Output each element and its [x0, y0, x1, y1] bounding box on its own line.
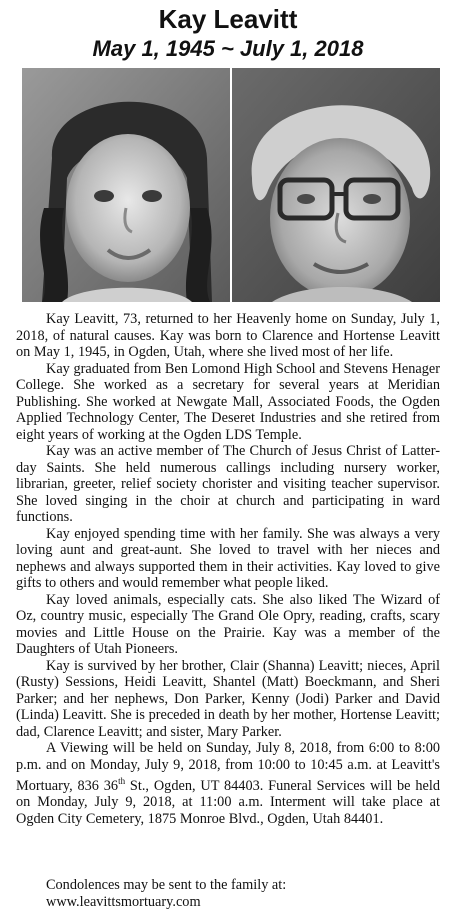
- obituary-dates: May 1, 1945 ~ July 1, 2018: [92, 36, 364, 61]
- paragraph-survivors: Kay is survived by her brother, Clair (Shanna) Leavitt; nieces, April (Rusty) Sessions, Heidi Leavitt, Shantel (Matt) Boeckmann, and Sheri Parker; and her nephews, Don Parker, Kenny (Jodi) Parker and David (Linda) Leavitt. She is preceded in death by her mother, Hortense Leavitt; dad, Clarence Leavitt; and sister, Mary Parker.: [16, 657, 440, 740]
- condolences-block: [46, 877, 446, 910]
- mortuary-website-link[interactable]: www.leavittsmortuary.com: [46, 893, 201, 910]
- paragraph-church: Kay was an active member of The Church of Jesus Christ of Latter-day Saints. She held numerous callings including nursery worker, librarian, greeter, relief society chorister and visiting teacher supervisor. She loved singing in the choir at church and participating in ward functions.: [16, 443, 440, 525]
- childhood-photo: [22, 68, 230, 302]
- paragraph-services: [16, 740, 440, 827]
- paragraph-family: Kay enjoyed spending time with her family. She was always a very loving aunt and great-aunt. She loved to travel with her nieces and nephews and always supported them in their activities. Kay loved to give gifts to others and would remember what people liked.: [16, 525, 440, 591]
- obituary-name: Kay Leavitt: [158, 4, 298, 34]
- services-text-part1: A Viewing will be held on Sunday, July 8, 2018, from 6:00 to 8:00 p.m. and on Monday, July 9, 2018, from 10:00 to 10:45 a.m. at Leavitt's Mortuary, 836 36: [16, 740, 440, 794]
- elderly-photo: [232, 68, 440, 302]
- obituary-body: [16, 311, 440, 827]
- paragraph-education-career: Kay graduated from Ben Lomond High School and Stevens Henager College. She worked as a secretary for several years at Meridian Publishing. She worked at Newgate Mall, Associated Foods, the Ogden Applied Technology Center, The Deseret Industries and she retired from eight years of working at the Ogden LDS Temple.: [16, 360, 440, 443]
- paragraph-interests: Kay loved animals, especially cats. She also liked The Wizard of Oz, country music, especially The Grand Ole Opry, reading, crafts, scary movies and Little House on the Prairie. Kay was a member of the Daughters of Utah Pioneers.: [16, 591, 440, 657]
- services-text-part2: St., Ogden, UT 84403. Funeral Services will be held on Monday, July 9, 2018, at 11:00 a.m. Interment will take place at Ogden City Cemetery, 1875 Monroe Blvd., Ogden, Utah 84401.: [16, 777, 440, 827]
- paragraph-death-notice: Kay Leavitt, 73, returned to her Heavenly home on Sunday, July 1, 2018, of natural causes. Kay was born to Clarence and Hortense Leavitt on May 1, 1945, in Ogden, Utah, where she lived most of her life.: [16, 311, 440, 360]
- services-ordinal-suffix: th: [118, 776, 126, 786]
- condolences-line: Condolences may be sent to the family at:: [46, 877, 287, 893]
